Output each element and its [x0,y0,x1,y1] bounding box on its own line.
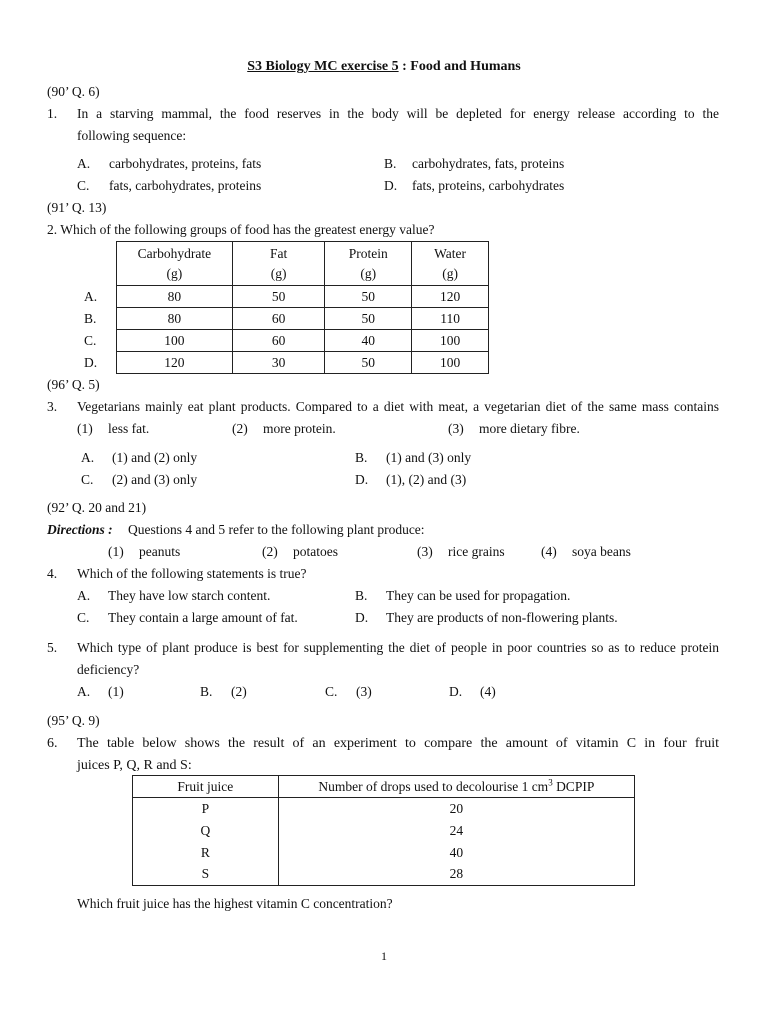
q6-followup-question: Which fruit juice has the highest vitamin C concentration? [77,896,393,911]
table-cell: 100 [117,330,233,352]
q6-source: (95’ Q. 9) [47,713,100,728]
produce-1: (1) peanuts [108,544,181,559]
option-text: carbohydrates, proteins, fats [109,156,262,171]
q2-row-label-c: C. [84,333,97,348]
q2-source: (91’ Q. 13) [47,200,107,215]
header-carbohydrate: Carbohydrate (g) [117,242,233,286]
q5-text-line2: deficiency? [77,662,140,677]
table-cell: 30 [232,352,325,374]
table-header-row [133,776,635,798]
q3-question: Vegetarians mainly eat plant products. Compared to a diet with meat, a vegetarian diet of the same mass contains [77,399,719,414]
q1-source: (90’ Q. 6) [47,84,100,99]
produce-4: (4) soya beans [541,544,631,559]
title-rest: : Food and Humans [398,59,521,74]
table-cell: 28 [278,864,634,886]
table-cell: 50 [232,286,325,308]
table-cell: 20 [278,798,634,820]
q1-option-b [384,156,565,173]
q4-option-b: B. They can be used for propagation. [355,588,571,603]
q3-statement-1: (1) less fat. [77,421,150,436]
table-cell: 24 [278,820,634,842]
option-text: fats, carbohydrates, proteins [109,178,262,193]
option-letter: B. [384,156,397,171]
option-letter: C. [77,178,90,193]
q2-row-label-d: D. [84,355,98,370]
q4-option-a: A. They have low starch content. [77,588,271,603]
table-cell: 40 [325,330,412,352]
page-number: 1 [381,949,387,963]
table-cell: Q [133,820,279,842]
q5-option-d: D. (4) [449,684,496,699]
q5-option-c: C. (3) [325,684,372,699]
table-row [117,308,489,330]
option-letter: D. [384,178,398,193]
q4-question: Which of the following statements is true? [77,566,307,581]
option-text: fats, proteins, carbohydrates [412,178,565,193]
q45-source: (92’ Q. 20 and 21) [47,500,147,515]
produce-3: (3) rice grains [417,544,505,559]
table-cell: S [133,864,279,886]
table-cell: 80 [117,308,233,330]
table-cell: 40 [278,842,634,864]
q5-option-b: B. (2) [200,684,247,699]
directions-label: Directions : [47,522,113,537]
produce-2: (2) potatoes [262,544,338,559]
table-cell: 50 [325,286,412,308]
q6-text-line1: The table below shows the result of an experiment to compare the amount of vitamin C in four fruit [77,736,719,751]
q1-option-a [77,156,262,173]
q1-text-line2: following sequence: [77,128,187,143]
q3-source: (96’ Q. 5) [47,377,100,392]
option-letter: A. [77,156,91,171]
q5-option-a: A. (1) [77,684,124,699]
q6-vitamin-c-table [132,775,635,886]
header-protein: Protein (g) [325,242,412,286]
table-row [133,798,635,820]
table-cell: 60 [232,330,325,352]
table-cell: 50 [325,352,412,374]
directions [47,522,425,539]
q6-text-line2: juices P, Q, R and S: [77,758,192,773]
q1-option-d [384,178,565,195]
q2-row-label-b: B. [84,311,97,326]
header-drops: Number of drops used to decolourise 1 $cm^3$ DCPIP [278,776,634,798]
q3-option-d: D. (1), (2) and (3) [355,472,467,487]
table-row [133,842,635,864]
q3-number: 3. [47,399,58,414]
q3-option-b: B. (1) and (3) only [355,450,472,465]
table-row [133,820,635,842]
header-fat: Fat (g) [232,242,325,286]
table-cell: 80 [117,286,233,308]
table-cell: R [133,842,279,864]
table-cell: 100 [412,330,489,352]
table-row [117,286,489,308]
table-cell: 120 [412,286,489,308]
q5-text-line1: Which type of plant produce is best for supplementing the diet of people in poor countries so as to reduce protein [77,640,719,655]
directions-text: Questions 4 and 5 refer to the following plant produce: [128,522,425,537]
q6-number: 6. [47,736,58,751]
table-row [133,864,635,886]
table-cell: 50 [325,308,412,330]
q3-option-a: A. (1) and (2) only [81,450,198,465]
table-cell: 100 [412,352,489,374]
q5-number: 5. [47,640,58,655]
table-cell: P [133,798,279,820]
q4-option-c: C. They contain a large amount of fat. [77,610,298,625]
page-title [0,58,768,76]
table-cell: 110 [412,308,489,330]
table-cell: 60 [232,308,325,330]
q1-option-c [77,178,262,195]
q1-text-line1: In a starving mammal, the food reserves in the body will be depleted for energy release according to the [77,106,719,121]
q3-statement-2: (2) more protein. [232,421,336,436]
option-text: carbohydrates, fats, proteins [412,156,565,171]
q4-number: 4. [47,566,58,581]
q1-number: 1. [47,106,58,121]
q3-option-c: C. (2) and (3) only [81,472,198,487]
title-underlined: S3 Biology MC exercise 5 [247,59,399,74]
table-row [117,330,489,352]
header-water: Water (g) [412,242,489,286]
q2-energy-table [116,241,489,374]
header-fruit-juice: Fruit juice [133,776,279,798]
table-cell: 120 [117,352,233,374]
q2-row-label-a: A. [84,289,98,304]
table-header-row [117,242,489,286]
q3-statement-3: (3) more dietary fibre. [448,421,580,436]
table-row [117,352,489,374]
q2-question: 2. Which of the following groups of food has the greatest energy value? [47,222,435,237]
q4-option-d: D. They are products of non-flowering plants. [355,610,618,625]
